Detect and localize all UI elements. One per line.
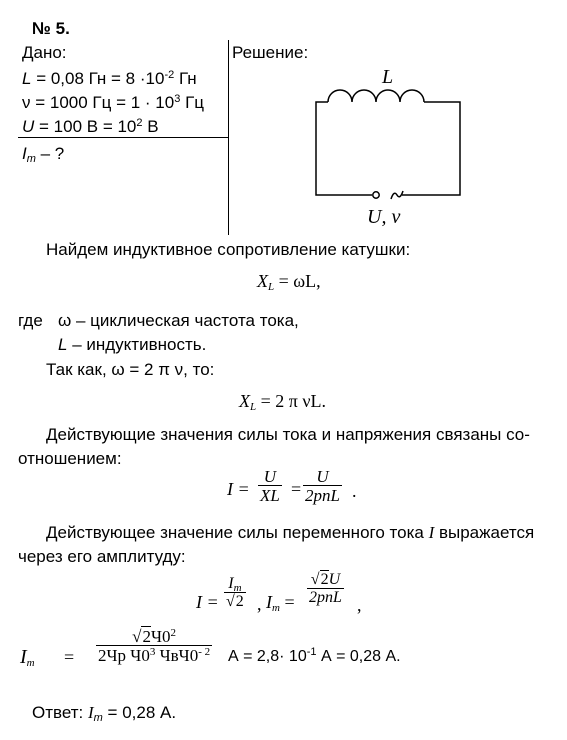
L-definition-symbol: L — [58, 335, 68, 354]
formula3-lhs: I = — [227, 479, 250, 499]
formula3-fraction1 — [258, 468, 282, 504]
formula3-period: . — [352, 481, 357, 501]
eq1-subscript: L — [268, 281, 275, 293]
paragraph-amplitude-line1 — [46, 524, 534, 541]
p3-pre: Действующее значение силы переменного тока — [46, 523, 429, 542]
formula4-f2-num-rest: U — [328, 571, 341, 588]
formula4-im — [266, 592, 295, 614]
p3-post: выражается — [434, 523, 535, 542]
find-symbol: I — [22, 144, 27, 163]
formula4-comma: , — [357, 595, 362, 615]
formula4-fraction2 — [307, 572, 344, 606]
formula4-f1-num-symbol: I — [228, 575, 234, 592]
equation-reactance — [257, 271, 321, 293]
equation-reactance-expanded — [239, 391, 326, 413]
given-divider — [18, 137, 228, 138]
formula4-f1-num-subscript: m — [233, 582, 242, 594]
formula5-num-rest: Ч0 — [150, 627, 171, 646]
since-statement: Так как, ω = 2 π ν, то: — [46, 360, 215, 379]
formula5-num-radicand: 2 — [142, 627, 151, 646]
answer-label: Ответ: — [32, 703, 88, 722]
formula5-lhs-subscript: m — [26, 657, 35, 669]
inductor-coil-icon — [328, 90, 424, 102]
solution-heading: Решение: — [232, 43, 309, 62]
given-nu-unit: Гц — [180, 93, 205, 112]
formula5-den-exp2: - 2 — [198, 646, 211, 658]
given-U-unit: В — [142, 117, 159, 136]
formula4-im-subscript: m — [272, 602, 280, 614]
formula5-den-part2: ЧвЧ0 — [155, 646, 199, 665]
given-L-symbol: L — [22, 69, 32, 88]
given-solution-separator — [228, 40, 229, 235]
formula4-f1-denominator: √2 — [226, 593, 244, 610]
formula4-separator: , — [257, 594, 262, 614]
find-question: – ? — [35, 144, 65, 163]
formula4-f2-numerator: √2U — [310, 571, 341, 588]
L-definition-text: – индуктивность. — [67, 335, 207, 354]
formula5-result-part2: А = 0,28 А. — [316, 648, 401, 665]
given-heading: Дано: — [22, 43, 67, 62]
eq1-rhs: = ωL, — [274, 271, 321, 291]
problem-number: № 5. — [32, 19, 70, 38]
formula5-result-exponent: -1 — [306, 646, 317, 658]
formula5-den-part1: 2Чр Ч0 — [98, 646, 150, 665]
find-subscript: m — [26, 153, 36, 165]
formula3-f1-denominator: XL — [260, 486, 280, 505]
given-nu-exponent: 3 — [174, 93, 181, 105]
formula4-f1-den-radicand: 2 — [235, 593, 244, 610]
given-frequency — [22, 94, 204, 111]
formula5-fraction — [96, 628, 212, 664]
eq2-rhs: = 2 π νL. — [256, 391, 326, 411]
formula5-lhs-symbol: I — [20, 646, 27, 668]
formula5-equals: = — [64, 647, 75, 667]
formula4-im-equals: = — [279, 592, 295, 612]
eq2-subscript: L — [250, 401, 257, 413]
paragraph-effective-values-line2: отношением: — [18, 449, 122, 468]
given-nu-value: = 1000 Гц = 1 · 10 — [35, 93, 175, 112]
formula4-im-symbol: I — [266, 592, 272, 612]
source-terminal-icon — [373, 192, 379, 198]
circuit-wire-right — [402, 102, 460, 195]
formula4-f2-denominator: 2pnL — [309, 589, 342, 606]
formula5-result-part1: А = 2,8· 10 — [228, 648, 307, 665]
circuit-wire-left — [316, 102, 372, 195]
given-U-exponent: 2 — [136, 117, 143, 129]
paragraph-amplitude-line2: через его амплитуду: — [18, 547, 186, 566]
formula5-num-exponent: 2 — [170, 627, 177, 639]
formula5-result — [228, 646, 401, 665]
formula4-f1-numerator — [224, 576, 246, 592]
answer-line — [32, 703, 177, 724]
given-nu-symbol: ν — [22, 93, 31, 112]
given-voltage — [22, 118, 159, 135]
inductance-definition — [58, 336, 206, 353]
given-U-value: = 100 В = 10 — [39, 117, 137, 136]
find-quantity — [22, 144, 65, 165]
formula5-denominator — [96, 645, 212, 664]
paragraph-effective-values-line1: Действующие значения силы тока и напряжения связаны со- — [46, 425, 530, 444]
formula4-f2-num-radicand: 2 — [320, 571, 329, 588]
formula4-lhs: I = — [196, 592, 219, 612]
formula3-f2-numerator: U — [316, 467, 329, 486]
eq2-lhs: X — [239, 391, 250, 411]
formula5-lhs — [20, 647, 35, 667]
paragraph-inductive-reactance: Найдем индуктивное сопротивление катушки: — [46, 240, 411, 259]
given-inductance — [22, 70, 197, 87]
formula3-equals: = — [291, 479, 302, 499]
ac-source-tilde-icon — [391, 191, 403, 199]
formula5-den-exp1: 3 — [149, 646, 156, 658]
formula4-fraction1 — [224, 576, 246, 610]
answer-value: = 0,28 А. — [102, 703, 177, 722]
omega-definition: ω – циклическая частота тока, — [58, 311, 299, 330]
given-L-value: = 0,08 Гн = 8 ·10 — [36, 69, 165, 88]
given-L-unit: Гн — [174, 69, 197, 88]
formula3-fraction2 — [303, 468, 342, 504]
answer-subscript: m — [93, 712, 103, 724]
given-U-symbol: U — [22, 117, 35, 136]
circuit-inductor-label: L — [382, 66, 394, 88]
formula3-f1-numerator: U — [263, 467, 277, 486]
answer-symbol: I — [87, 703, 94, 722]
formula5-numerator: $√2Ч0^2$ — [132, 627, 177, 646]
circuit-source-label: U, ν — [367, 206, 401, 228]
p3-symbol: I — [428, 523, 435, 542]
given-L-exponent: -2 — [164, 69, 175, 81]
eq1-lhs: X — [257, 271, 268, 291]
where-label: где — [18, 311, 43, 330]
formula3-f2-denominator: 2pnL — [305, 486, 340, 505]
